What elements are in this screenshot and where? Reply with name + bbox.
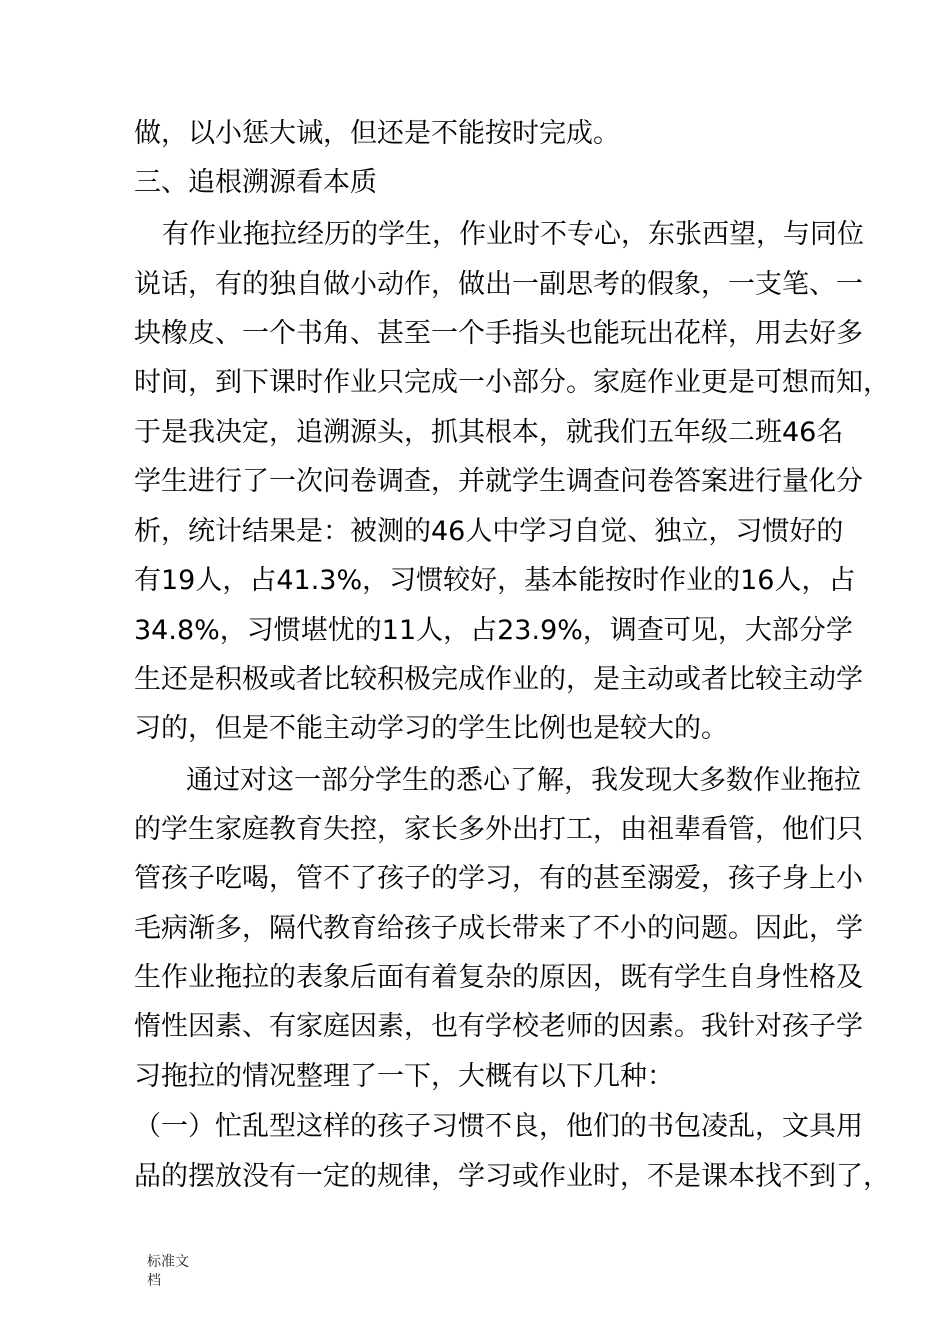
text-line-17: 毛病渐多，隔代教育给孩子成长带来了不小的问题。因此，学 [134, 913, 863, 944]
text-line-19: 惰性因素、有家庭因素，也有学校老师的因素。我针对孩子学 [134, 1011, 863, 1042]
text-line-21: （一）忙乱型这样的孩子习惯不良，他们的书包凌乱，文具用 [134, 1111, 863, 1142]
footer-line-1: 标准文 [147, 1254, 189, 1270]
text-line-4: 说话，有的独自做小动作，做出一副思考的假象，一支笔、一 [134, 269, 863, 300]
text-line-16: 管孩子吃喝，管不了孩子的学习，有的甚至溺爱，孩子身上小 [134, 863, 863, 894]
text-line-10: 有19人，占41.3%，习惯较好，基本能按时作业的16人，占 [134, 565, 856, 596]
text-line-5: 块橡皮、一个书角、甚至一个手指头也能玩出花样，用去好多 [134, 318, 863, 349]
text-line-13: 习的，但是不能主动学习的学生比例也是较大的。 [134, 713, 728, 744]
text-line-3: 有作业拖拉经历的学生，作业时不专心，东张西望，与同位 [162, 219, 864, 250]
text-line-8: 学生进行了一次问卷调查，并就学生调查问卷答案进行量化分 [134, 466, 863, 497]
text-line-1: 做，以小惩大诫，但还是不能按时完成。 [134, 118, 620, 149]
text-line-6: 时间，到下课时作业只完成一小部分。家庭作业更是可想而知， [134, 367, 890, 398]
section-heading: 三、追根溯源看本质 [134, 167, 377, 198]
text-line-22: 品的摆放没有一定的规律，学习或作业时，不是课本找不到了， [134, 1161, 890, 1192]
text-line-12: 生还是积极或者比较积极完成作业的，是主动或者比较主动学 [134, 664, 863, 695]
text-line-20: 习拖拉的情况整理了一下，大概有以下几种： [134, 1061, 674, 1092]
text-line-15: 的学生家庭教育失控，家长多外出打工，由祖辈看管，他们只 [134, 814, 863, 845]
text-line-11: 34.8%，习惯堪忧的11人，占23.9%，调查可见，大部分学 [134, 615, 853, 646]
text-line-7: 于是我决定，追溯源头，抓其根本，就我们五年级二班46名 [134, 417, 844, 448]
text-line-9: 析，统计结果是：被测的46人中学习自觉、独立，习惯好的 [134, 516, 844, 547]
text-line-14: 通过对这一部分学生的悉心了解，我发现大多数作业拖拉 [186, 765, 861, 796]
text-line-18: 生作业拖拉的表象后面有着复杂的原因，既有学生自身性格及 [134, 962, 863, 993]
page-footer [147, 1253, 189, 1291]
footer-line-2: 档 [147, 1273, 161, 1289]
